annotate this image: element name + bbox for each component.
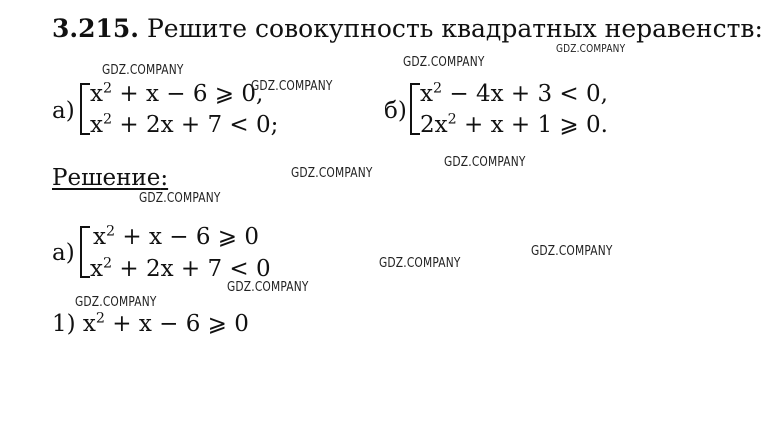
watermark: GDZ.COMPANY — [102, 63, 184, 78]
watermark: GDZ.COMPANY — [379, 256, 461, 271]
problem-statement: Решите совокупность квадратных неравенств: — [146, 14, 763, 43]
part-a-line1: $x^2 + x - 6$ ⩾ 0, — [90, 80, 264, 107]
solution-a-line2: $x^2 + 2x + 7 < 0$ — [90, 255, 271, 282]
watermark: GDZ.COMPANY — [444, 155, 526, 170]
part-b-line2: $2x^2 + x + 1$ ⩾ 0. — [420, 111, 608, 138]
part-a-brace — [80, 83, 90, 135]
solution-a-line1: $x^2 + x - 6$ ⩾ 0 — [93, 223, 259, 250]
problem-title — [52, 14, 763, 43]
part-a-label: а) — [52, 98, 75, 124]
part-b-brace — [410, 83, 420, 135]
solution-heading — [52, 165, 168, 191]
solution-step-1: 1) $x^2 + x - 6$ ⩾ 0 — [52, 310, 249, 337]
solution-heading-text: Решение — [52, 165, 161, 191]
solution-heading-colon: : — [160, 165, 169, 191]
watermark: GDZ.COMPANY — [75, 295, 157, 310]
problem-number: 3.215. — [52, 14, 139, 43]
solution-a-brace — [80, 226, 90, 278]
solution-a-label: а) — [52, 240, 75, 266]
watermark: GDZ.COMPANY — [403, 55, 485, 70]
watermark: GDZ.COMPANY — [291, 166, 373, 181]
part-b-label: б) — [384, 98, 407, 124]
part-b-line1: $x^2 - 4x + 3 < 0$, — [420, 80, 608, 107]
part-a-line2: $x^2 + 2x + 7 < 0$; — [90, 111, 279, 138]
watermark: GDZ.COMPANY — [556, 42, 626, 55]
watermark: GDZ.COMPANY — [531, 244, 613, 259]
watermark: GDZ.COMPANY — [139, 191, 221, 206]
watermark: GDZ.COMPANY — [251, 79, 333, 94]
watermark: GDZ.COMPANY — [227, 280, 309, 295]
